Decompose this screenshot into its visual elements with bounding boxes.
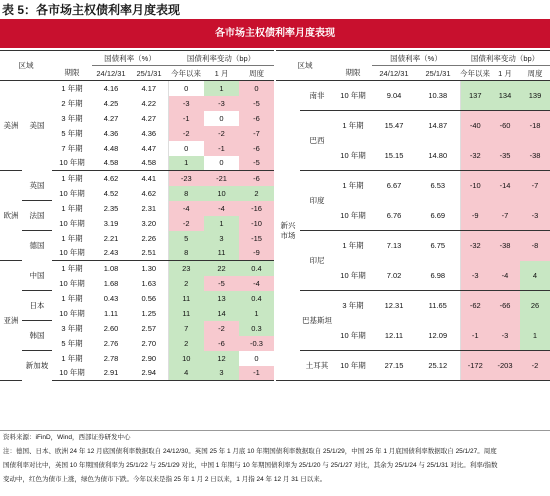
change-ytd-cell: 2 — [168, 276, 204, 291]
term-cell: 10 年期 — [52, 366, 92, 381]
table-row — [276, 81, 550, 111]
change-m1-cell: -2 — [204, 126, 239, 141]
term-cell: 2 年期 — [61, 98, 83, 108]
term-cell: 3 年期 — [61, 113, 83, 123]
change-wk-cell: -10 — [239, 216, 274, 231]
change-wk-cell: -15 — [239, 231, 274, 246]
term-cell: 1 年期 — [61, 353, 83, 363]
table-row — [0, 201, 274, 216]
change-ytd-cell: -2 — [168, 126, 204, 141]
term-cell: 10 年期 — [59, 308, 85, 318]
header-m1: 1 月 — [490, 66, 520, 81]
yield-end-cell: 6.75 — [416, 231, 460, 261]
change-wk-cell: -16 — [239, 201, 274, 216]
change-m1-cell: -2 — [204, 321, 239, 336]
header-region: 区域 — [0, 51, 52, 81]
change-wk-cell: 1 — [239, 306, 274, 321]
change-wk-cell: 0.4 — [239, 261, 274, 276]
change-ytd-cell: -62 — [460, 291, 490, 321]
change-wk-cell: -7 — [239, 126, 274, 141]
yield-start-cell: 2.91 — [92, 366, 130, 381]
change-m1-cell: 3 — [204, 231, 239, 246]
header-row — [276, 51, 550, 66]
country-label: 日本 — [22, 291, 52, 321]
change-wk-cell: -38 — [520, 141, 550, 171]
term-cell: 10 年期 — [59, 218, 85, 228]
change-wk-cell: -8 — [520, 231, 550, 261]
change-m1-cell: -14 — [490, 171, 520, 201]
change-wk-cell: 2 — [239, 186, 274, 201]
change-m1-cell: -35 — [490, 141, 520, 171]
table-banner: 各市场主权债利率月度表现 — [0, 19, 550, 48]
footnote-line: 注：德国、日本、欧洲 24 年 12 月底国债利率数据取自 24/12/30。英国 25 年 1 月底 10 年期国债利率数据取自 25/1/29，中国 25 年 1 月底国债利率数据取自 25/1/27。周度 — [3, 448, 497, 455]
yield-end-cell: 3.20 — [130, 216, 168, 231]
change-ytd-cell: 0 — [168, 141, 204, 156]
yield-start-cell: 4.62 — [103, 173, 119, 183]
yield-end-cell: 1.63 — [130, 276, 168, 291]
table-title: 表 5：各市场主权债利率月度表现 — [2, 3, 181, 17]
country-label: 德国 — [29, 241, 45, 251]
term-cell: 1 年期 — [342, 241, 364, 251]
change-wk-cell: -7 — [520, 171, 550, 201]
yield-end-cell: 2.26 — [130, 231, 168, 246]
change-wk-cell: -2 — [520, 351, 550, 381]
header-ytd: 今年以来 — [168, 66, 204, 81]
yield-start-cell: 2.78 — [103, 353, 119, 363]
term-cell: 1 年期 — [61, 203, 83, 213]
footnote-line: 资料来源：iFinD，Wind，西部证券研发中心 — [3, 434, 131, 441]
change-m1-cell: 134 — [490, 81, 520, 111]
yield-end-cell: 2.90 — [130, 351, 168, 366]
change-ytd-cell: 2 — [168, 336, 204, 351]
country-label: 巴基斯坦 — [300, 291, 334, 351]
term-cell: 1 年期 — [61, 293, 83, 303]
yield-start-cell: 4.58 — [92, 156, 130, 171]
yield-end-cell: 2.31 — [130, 201, 168, 216]
term-cell: 7 年期 — [61, 143, 83, 153]
change-wk-cell: -3 — [520, 201, 550, 231]
country-label: 韩国 — [22, 321, 52, 351]
country-label: 印度 — [300, 171, 334, 231]
table-row — [0, 321, 274, 336]
region-label: 美洲 — [0, 81, 22, 171]
term-cell: 1 年期 — [61, 173, 83, 183]
change-m1-cell: -5 — [204, 276, 239, 291]
change-m1-cell: 22 — [204, 261, 239, 276]
header-m1: 1 月 — [204, 66, 239, 81]
yield-end-cell: 14.80 — [416, 141, 460, 171]
change-wk-cell: 0 — [239, 351, 274, 366]
header-yield: 国债利率（%） — [372, 51, 460, 66]
yield-end-cell: 11.65 — [416, 291, 460, 321]
header-d1: 24/12/31 — [372, 66, 416, 81]
header-d1: 24/12/31 — [92, 66, 130, 81]
yield-end-cell: 2.57 — [130, 321, 168, 336]
change-ytd-cell: -3 — [168, 96, 204, 111]
change-wk-cell: -6 — [239, 111, 274, 126]
yield-start-cell: 2.21 — [103, 233, 119, 243]
change-wk-cell: 4 — [520, 261, 550, 291]
yield-start-cell: 2.43 — [92, 246, 130, 261]
change-ytd-cell: -3 — [460, 261, 490, 291]
change-m1-cell: -3 — [204, 96, 239, 111]
change-wk-cell: 0 — [239, 81, 274, 96]
change-ytd-cell: -32 — [460, 141, 490, 171]
table-row — [0, 351, 274, 366]
table-row — [0, 291, 274, 306]
change-ytd-cell: -40 — [460, 111, 490, 141]
change-wk-cell: -6 — [239, 171, 274, 186]
header-wk: 周度 — [239, 66, 274, 81]
country-label: 法国 — [22, 201, 52, 231]
change-m1-cell: -4 — [490, 261, 520, 291]
change-m1-cell: -21 — [204, 171, 239, 186]
yield-end-cell: 4.62 — [130, 186, 168, 201]
term-cell: 3 年期 — [61, 323, 83, 333]
change-wk-cell: 0.3 — [239, 321, 274, 336]
change-wk-cell: -9 — [239, 246, 274, 261]
term-cell: 1 年期 — [61, 263, 83, 273]
header-change: 国债利率变动（bp） — [168, 51, 274, 66]
left-table — [0, 50, 274, 381]
region-blank — [276, 351, 300, 381]
change-ytd-cell: 23 — [168, 261, 204, 276]
term-cell: 1 年期 — [342, 121, 364, 131]
change-ytd-cell: -23 — [168, 171, 204, 186]
term-cell: 10 年期 — [59, 278, 85, 288]
yield-start-cell: 1.68 — [103, 278, 119, 288]
yield-start-cell: 7.02 — [372, 261, 416, 291]
header-term: 期限 — [334, 66, 372, 81]
yield-end-cell: 25.12 — [416, 351, 460, 381]
table-row — [276, 171, 550, 201]
yield-end-cell: 4.36 — [130, 126, 168, 141]
country-label: 印尼 — [300, 231, 334, 291]
change-m1-cell: -4 — [204, 201, 239, 216]
change-wk-cell: -0.3 — [239, 336, 274, 351]
yield-end-cell: 4.41 — [130, 171, 168, 186]
yield-start-cell: 7.13 — [386, 241, 402, 251]
yield-end-cell: 2.70 — [130, 336, 168, 351]
yield-end-cell: 6.69 — [416, 201, 460, 231]
yield-start-cell: 1.11 — [103, 308, 119, 318]
header-region: 区域 — [276, 51, 334, 81]
yield-end-cell: 1.30 — [130, 261, 168, 276]
change-m1-cell: 0 — [204, 156, 239, 171]
term-cell: 10 年期 — [52, 156, 92, 171]
yield-start-cell: 15.47 — [384, 121, 404, 131]
change-ytd-cell: -32 — [460, 231, 490, 261]
term-cell: 10 年期 — [334, 141, 372, 171]
yield-start-cell: 12.11 — [372, 321, 416, 351]
change-m1-cell: -38 — [490, 231, 520, 261]
change-ytd-cell: -4 — [168, 201, 204, 216]
term-cell: 10 年期 — [334, 201, 372, 231]
table-row — [0, 171, 274, 186]
yield-end-cell: 4.22 — [130, 96, 168, 111]
country-label: 南非 — [300, 81, 334, 111]
change-wk-cell: 139 — [520, 81, 550, 111]
change-m1-cell: 1 — [204, 216, 239, 231]
change-wk-cell: 0.4 — [239, 291, 274, 306]
change-ytd-cell: 8 — [168, 186, 204, 201]
change-wk-cell: -5 — [239, 96, 274, 111]
yield-start-cell: 4.25 — [103, 98, 119, 108]
term-cell: 1 年期 — [61, 233, 83, 243]
table-row — [276, 231, 550, 261]
header-term-blank — [334, 51, 372, 66]
yield-end-cell: 6.98 — [416, 261, 460, 291]
yield-start-cell: 4.27 — [103, 113, 119, 123]
change-m1-cell: -3 — [490, 321, 520, 351]
change-wk-cell: -6 — [239, 141, 274, 156]
header-d2: 25/1/31 — [130, 66, 168, 81]
change-m1-cell: 13 — [204, 291, 239, 306]
yield-start-cell: 2.60 — [103, 323, 119, 333]
change-ytd-cell: -2 — [168, 216, 204, 231]
yield-end-cell: 4.17 — [130, 81, 168, 96]
footnote-line: 变动中，红色为债市上涨，绿色为债市下跌。今年以来是指 25 年 1 月 2 日以来，1 月指 24 年 12 月 31 日以来。 — [3, 476, 327, 483]
right-table — [276, 50, 550, 381]
term-cell: 10 年期 — [334, 351, 372, 381]
change-ytd-cell: 0 — [168, 81, 204, 96]
table-row — [0, 231, 274, 246]
yield-end-cell: 2.94 — [130, 366, 168, 381]
change-ytd-cell: 137 — [460, 81, 490, 111]
change-ytd-cell: -1 — [460, 321, 490, 351]
footnote-line: 国债利率对比中，英国 10 年期国债利率为 25/1/22 与 25/1/29 对比，中国 1 年期与 10 年期国债利率为 25/1/20 与 25/1/27 对比，其余为 25/1/24 与 25/1/31 对比。利率/指数 — [3, 462, 498, 469]
change-m1-cell: 3 — [204, 366, 239, 381]
header-term-blank — [52, 51, 92, 66]
change-ytd-cell: 11 — [168, 306, 204, 321]
change-m1-cell: 11 — [204, 246, 239, 261]
change-m1-cell: 14 — [204, 306, 239, 321]
change-wk-cell: 26 — [520, 291, 550, 321]
term-cell: 10 年期 — [334, 81, 372, 111]
yield-start-cell: 4.36 — [103, 128, 119, 138]
yield-end-cell: 1.25 — [130, 306, 168, 321]
header-d2: 25/1/31 — [416, 66, 460, 81]
yield-start-cell: 15.15 — [372, 141, 416, 171]
change-m1-cell: -203 — [490, 351, 520, 381]
yield-start-cell: 6.76 — [372, 201, 416, 231]
change-ytd-cell: 4 — [168, 366, 204, 381]
change-wk-cell: 1 — [520, 321, 550, 351]
change-ytd-cell: -172 — [460, 351, 490, 381]
header-term: 期限 — [52, 66, 92, 81]
region-label: 亚洲 — [0, 261, 22, 381]
yield-end-cell: 12.09 — [416, 321, 460, 351]
change-m1-cell: 0 — [204, 111, 239, 126]
header-row — [0, 51, 274, 66]
country-label: 中国 — [22, 261, 52, 291]
region-label: 新兴 市场 — [280, 220, 296, 240]
yield-end-cell: 4.47 — [130, 141, 168, 156]
change-m1-cell: -66 — [490, 291, 520, 321]
yield-start-cell: 27.15 — [372, 351, 416, 381]
yield-start-cell: 4.16 — [103, 83, 119, 93]
change-wk-cell: -18 — [520, 111, 550, 141]
header-wk: 周度 — [520, 66, 550, 81]
term-cell: 5 年期 — [61, 128, 83, 138]
country-label: 土耳其 — [300, 351, 334, 381]
change-wk-cell: -4 — [239, 276, 274, 291]
yield-end-cell: 4.27 — [130, 111, 168, 126]
change-ytd-cell: 1 — [168, 156, 204, 171]
term-cell: 1 年期 — [342, 181, 364, 191]
region-label: 欧洲 — [0, 171, 22, 261]
change-ytd-cell: 8 — [168, 246, 204, 261]
yield-end-cell: 0.56 — [130, 291, 168, 306]
change-m1-cell: -60 — [490, 111, 520, 141]
header-change: 国债利率变动（bp） — [460, 51, 550, 66]
yield-start-cell: 4.48 — [103, 143, 119, 153]
yield-start-cell: 9.04 — [372, 81, 416, 111]
yield-end-cell: 10.38 — [416, 81, 460, 111]
yield-end-cell: 4.58 — [130, 156, 168, 171]
yield-start-cell: 4.52 — [103, 188, 119, 198]
term-cell: 3 年期 — [342, 301, 364, 311]
term-cell: 5 年期 — [61, 338, 83, 348]
term-cell: 1 年期 — [61, 83, 83, 93]
change-wk-cell: -5 — [239, 156, 274, 171]
region-blank — [276, 81, 300, 111]
table-row — [0, 81, 274, 96]
change-m1-cell: -1 — [204, 141, 239, 156]
term-cell: 10 年期 — [334, 321, 372, 351]
change-m1-cell: -6 — [204, 336, 239, 351]
yield-end-cell: 2.51 — [130, 246, 168, 261]
change-ytd-cell: 7 — [168, 321, 204, 336]
change-m1-cell: -7 — [490, 201, 520, 231]
change-ytd-cell: 5 — [168, 231, 204, 246]
header-yield: 国债利率（%） — [92, 51, 168, 66]
change-ytd-cell: 10 — [168, 351, 204, 366]
term-cell: 10 年期 — [334, 261, 372, 291]
change-wk-cell: -1 — [239, 366, 274, 381]
table-row — [276, 291, 550, 321]
term-cell: 10 年期 — [52, 246, 92, 261]
country-label: 新加坡 — [25, 361, 49, 371]
country-label: 巴西 — [300, 111, 334, 171]
table-row — [0, 261, 274, 276]
change-m1-cell: 12 — [204, 351, 239, 366]
yield-start-cell: 0.43 — [103, 293, 119, 303]
country-label: 英国 — [22, 171, 52, 201]
yield-start-cell: 12.31 — [384, 301, 404, 311]
change-m1-cell: 1 — [204, 81, 239, 96]
table-row — [276, 111, 550, 141]
yield-start-cell: 2.76 — [103, 338, 119, 348]
country-label: 美国 — [29, 121, 45, 131]
change-m1-cell: 10 — [204, 186, 239, 201]
table-row — [276, 351, 550, 381]
change-ytd-cell: -1 — [168, 111, 204, 126]
header-ytd: 今年以来 — [460, 66, 490, 81]
change-ytd-cell: -9 — [460, 201, 490, 231]
term-cell: 10 年期 — [59, 188, 85, 198]
yield-start-cell: 3.19 — [103, 218, 119, 228]
footnote-divider — [0, 430, 550, 431]
change-ytd-cell: -10 — [460, 171, 490, 201]
yield-start-cell: 2.35 — [103, 203, 119, 213]
yield-start-cell: 6.67 — [386, 181, 402, 191]
yield-start-cell: 1.08 — [103, 263, 119, 273]
yield-end-cell: 6.53 — [416, 171, 460, 201]
change-ytd-cell: 11 — [168, 291, 204, 306]
yield-end-cell: 14.87 — [416, 111, 460, 141]
